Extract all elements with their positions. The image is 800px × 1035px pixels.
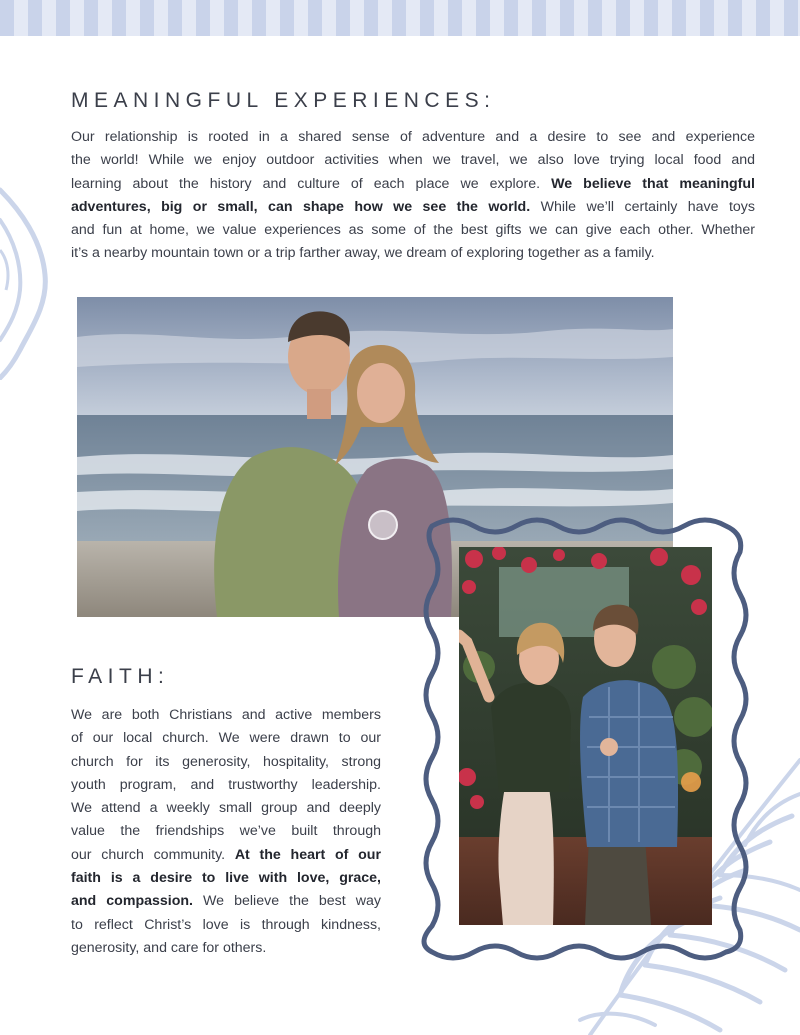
text-run: generosity, and care for others. <box>71 939 267 956</box>
text-run: it’s a nearby mountain town or a trip farther away, we dream of exploring together as a family. <box>71 245 655 262</box>
text-run: We attend a weekly small group and deeply <box>71 800 381 817</box>
paragraph-line <box>71 242 755 265</box>
paragraph-line <box>71 751 381 774</box>
bold-text: adventures, big or small, can shape how we see the world. <box>71 198 531 215</box>
bold-text: At the heart of our <box>234 846 381 863</box>
faith-heading: FAITH: <box>71 665 170 688</box>
text-run: the world! While we enjoy outdoor activities when we travel, we also love trying local food and <box>71 152 755 169</box>
paragraph-line <box>71 844 381 867</box>
paragraph-line <box>71 937 381 960</box>
paragraph-line <box>71 890 381 913</box>
leaf-outline-decoration <box>0 180 52 380</box>
bold-text: faith is a desire to live with love, grace, <box>71 870 381 887</box>
text-run: our church community. <box>71 846 235 863</box>
text-run: We believe the best way <box>193 893 381 910</box>
text-run: value the friendships we’ve built through <box>71 823 381 840</box>
paragraph-line <box>71 867 381 890</box>
paragraph-line <box>71 727 381 750</box>
paragraph-line <box>71 704 381 727</box>
bold-text: and compassion. <box>71 893 193 910</box>
paragraph-line <box>71 914 381 937</box>
paragraph-line <box>71 219 755 242</box>
text-run: While we’ll certainly have toys <box>530 198 755 215</box>
experiences-paragraph <box>71 126 755 266</box>
text-run: youth program, and trustworthy leadership. <box>71 776 381 793</box>
paragraph-line <box>71 774 381 797</box>
text-run: Our relationship is rooted in a shared sense of adventure and a desire to see and experience <box>71 129 755 145</box>
patio-couple-photo <box>459 547 712 925</box>
paragraph-line <box>71 149 755 172</box>
text-run: to reflect Christ’s love is through kindness, <box>71 916 381 933</box>
text-run: of our local church. We were drawn to our <box>71 730 381 747</box>
paragraph-line <box>71 820 381 843</box>
paragraph-line <box>71 126 755 149</box>
bold-text: We believe that meaningful <box>551 175 756 192</box>
text-run: learning about the history and culture of each place we explore. <box>71 175 552 192</box>
top-stripe-border <box>0 0 800 36</box>
experiences-heading: MEANINGFUL EXPERIENCES: <box>71 89 496 112</box>
paragraph-line <box>71 797 381 820</box>
text-run: church for its generosity, hospitality, strong <box>71 753 381 770</box>
paragraph-line <box>71 173 755 196</box>
paragraph-line <box>71 196 755 219</box>
faith-paragraph <box>71 704 381 960</box>
text-run: We are both Christians and active members <box>71 707 381 723</box>
text-run: and fun at home, we value experiences as some of the best gifts we can give each other. Whether <box>71 222 755 239</box>
